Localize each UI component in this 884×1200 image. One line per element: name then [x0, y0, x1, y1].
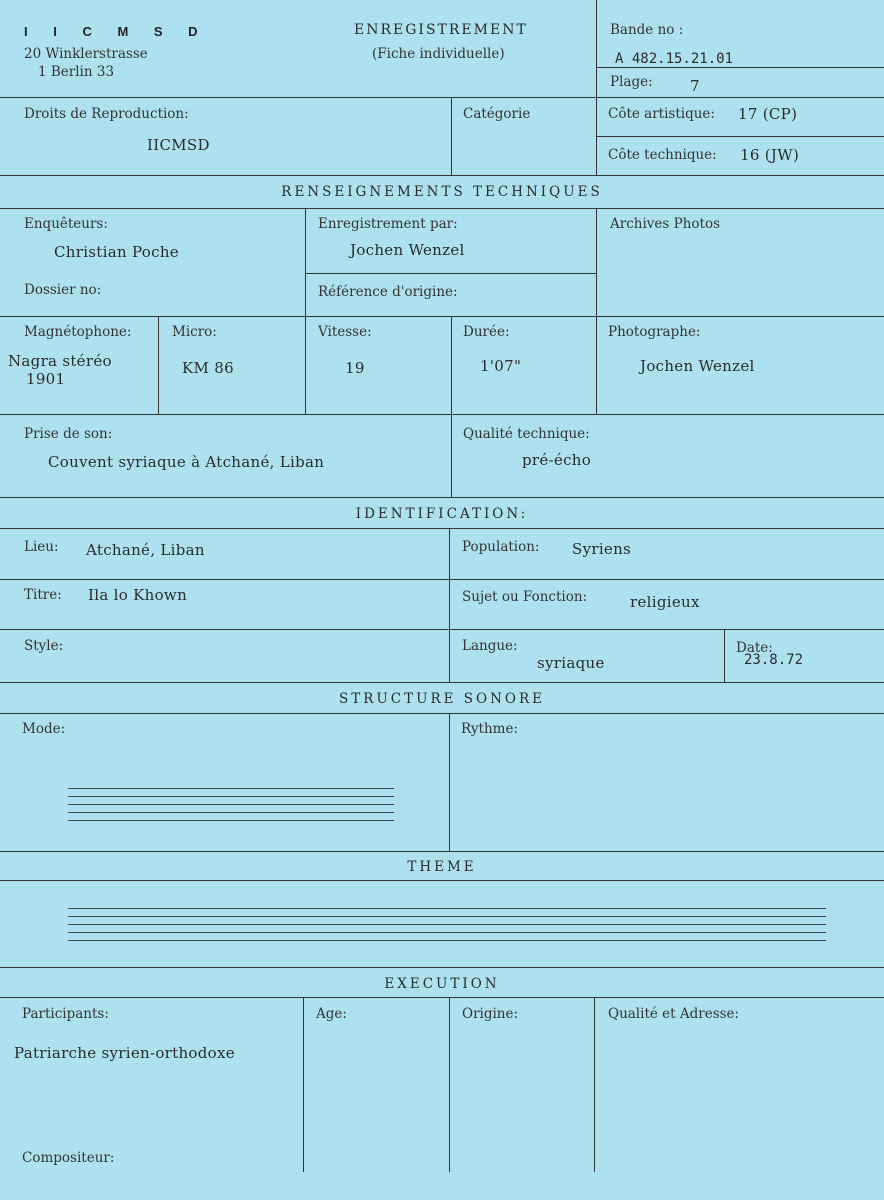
rule-micro-left: [158, 316, 159, 414]
theme-staff-line: [68, 924, 826, 925]
titre-value: Ila lo Khown: [88, 586, 188, 604]
population-value: Syriens: [572, 540, 632, 558]
cote-artistique-value: 17 (CP): [738, 105, 798, 123]
duree-value: 1'07": [480, 357, 522, 375]
mode-staff-line: [68, 796, 394, 797]
categorie-label: Catégorie: [463, 106, 531, 122]
rule-exec-age-left: [303, 997, 304, 1172]
duree-label: Durée:: [463, 324, 510, 340]
dossier-label: Dossier no:: [24, 282, 102, 298]
rule-theme-bottom: [0, 967, 884, 968]
rule-tech-row1-bottom: [0, 316, 884, 317]
institute-logo: I I C M S D: [24, 24, 209, 39]
plage-value: 7: [690, 77, 700, 95]
rythme-label: Rythme:: [461, 721, 519, 737]
cote-artistique-label: Côte artistique:: [608, 106, 715, 122]
page-subtitle: (Fiche individuelle): [372, 46, 505, 62]
section-title-structure: STRUCTURE SONORE: [338, 691, 546, 707]
rule-duree-left: [451, 316, 452, 414]
prise-value: Couvent syriaque à Atchané, Liban: [48, 453, 325, 471]
rule-tech-title-bottom: [0, 208, 884, 209]
theme-staff-line: [68, 932, 826, 933]
reference-label: Référence d'origine:: [318, 284, 458, 300]
titre-label: Titre:: [24, 587, 62, 603]
rule-prise-bottom: [0, 497, 884, 498]
rule-date-left: [724, 629, 725, 682]
compositeur-label: Compositeur:: [22, 1150, 115, 1166]
rule-exec-qualite-left: [594, 997, 595, 1172]
rule-categorie-left: [451, 97, 452, 175]
section-title-theme: THEME: [407, 859, 477, 875]
rule-rights-bottom: [0, 175, 884, 176]
photographe-value: Jochen Wenzel: [640, 357, 755, 375]
rule-tech-col1: [305, 208, 306, 414]
rule-theme-title-bottom: [0, 880, 884, 881]
rule-qualite-left: [451, 414, 452, 497]
section-title-identification: IDENTIFICATION:: [355, 506, 529, 522]
prise-label: Prise de son:: [24, 426, 113, 442]
bande-value: A 482.15.21.01: [615, 51, 734, 67]
magnetophone-value-line1: Nagra stéréo: [8, 352, 112, 370]
date-value: 23.8.72: [744, 652, 804, 668]
magnetophone-label: Magnétophone:: [24, 324, 132, 340]
rule-bande-underline: [596, 67, 884, 68]
lieu-label: Lieu:: [24, 539, 59, 555]
magnetophone-value-line2: 1901: [26, 370, 66, 388]
langue-label: Langue:: [462, 638, 518, 654]
langue-value: syriaque: [537, 654, 605, 672]
lieu-value: Atchané, Liban: [86, 541, 205, 559]
sujet-label: Sujet ou Fonction:: [462, 589, 588, 605]
vitesse-label: Vitesse:: [318, 324, 372, 340]
rule-ident-title-bottom: [0, 528, 884, 529]
vitesse-value: 19: [345, 359, 365, 377]
address-line1: 20 Winklerstrasse: [24, 46, 148, 62]
address-line2: 1 Berlin 33: [38, 64, 115, 80]
mode-staff-line: [68, 804, 394, 805]
rule-header-bottom: [0, 97, 884, 98]
archives-photos-label: Archives Photos: [610, 216, 720, 232]
age-label: Age:: [316, 1006, 347, 1022]
participants-value: Patriarche syrien-orthodoxe: [14, 1044, 235, 1062]
micro-value: KM 86: [182, 359, 234, 377]
rule-tech-col3: [596, 208, 597, 414]
qualite-technique-label: Qualité technique:: [463, 426, 590, 442]
rule-cote-divider: [596, 136, 884, 137]
participants-label: Participants:: [22, 1006, 109, 1022]
rule-header-right: [596, 0, 597, 175]
rule-lieu-bottom: [0, 579, 884, 580]
enregistrement-par-value: Jochen Wenzel: [350, 241, 465, 259]
rule-enregistrement-divider: [305, 273, 596, 274]
rule-ident-mid: [449, 528, 450, 682]
sujet-value: religieux: [630, 593, 700, 611]
theme-staff-line: [68, 940, 826, 941]
date-label: Date:: [736, 640, 773, 656]
origine-label: Origine:: [462, 1006, 519, 1022]
mode-label: Mode:: [22, 721, 66, 737]
style-label: Style:: [24, 638, 64, 654]
droits-value: IICMSD: [147, 136, 210, 154]
theme-staff-line: [68, 908, 826, 909]
page-title: ENREGISTREMENT: [354, 22, 528, 38]
theme-staff-line: [68, 916, 826, 917]
cote-technique-label: Côte technique:: [608, 147, 717, 163]
enqueteurs-label: Enquêteurs:: [24, 216, 108, 232]
rule-structure-mid: [449, 713, 450, 851]
enregistrement-par-label: Enregistrement par:: [318, 216, 458, 232]
plage-label: Plage:: [610, 74, 653, 90]
bande-label: Bande no :: [610, 22, 684, 38]
micro-label: Micro:: [172, 324, 217, 340]
population-label: Population:: [462, 539, 540, 555]
rule-structure-title-bottom: [0, 713, 884, 714]
rule-style-bottom: [0, 682, 884, 683]
rule-execution-title-bottom: [0, 997, 884, 998]
droits-label: Droits de Reproduction:: [24, 106, 189, 122]
section-title-technical: RENSEIGNEMENTS TECHNIQUES: [281, 184, 603, 200]
cote-technique-value: 16 (JW): [740, 146, 800, 164]
section-title-execution: EXECUTION: [384, 976, 500, 992]
enqueteurs-value: Christian Poche: [54, 243, 179, 261]
rule-structure-bottom: [0, 851, 884, 852]
rule-exec-origine-left: [449, 997, 450, 1172]
photographe-label: Photographe:: [608, 324, 701, 340]
rule-tech-row2-bottom: [0, 414, 884, 415]
qualite-adresse-label: Qualité et Adresse:: [608, 1006, 740, 1022]
qualite-technique-value: pré-écho: [522, 451, 592, 469]
mode-staff-line: [68, 812, 394, 813]
rule-titre-bottom: [0, 629, 884, 630]
mode-staff-line: [68, 788, 394, 789]
mode-staff-line: [68, 820, 394, 821]
